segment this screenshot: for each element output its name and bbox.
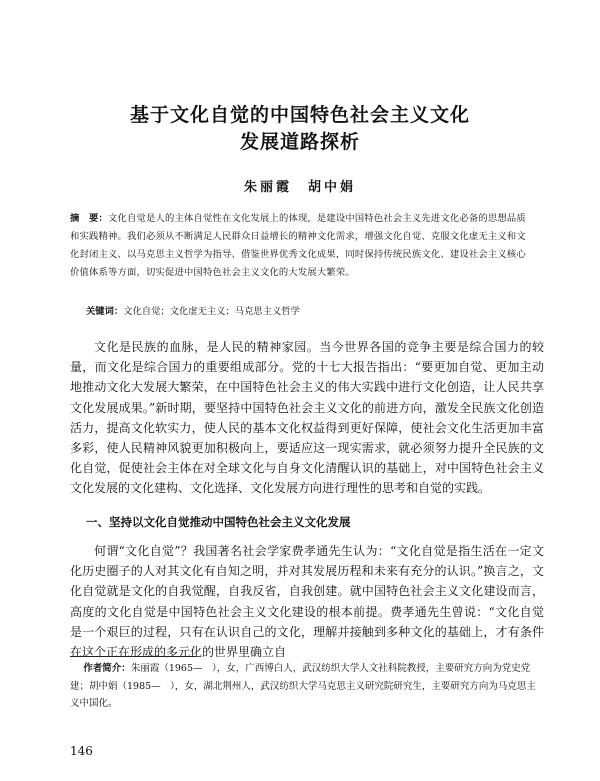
keywords-text: 文化自觉；文化虚无主义；马克思主义哲学 — [123, 306, 300, 317]
article-title-line-2: 发展道路探析 — [239, 131, 360, 153]
author-footnote — [70, 660, 540, 713]
footnote-divider — [70, 656, 196, 657]
page-number: 146 — [70, 744, 93, 758]
section-heading-1: 一、坚持以文化自觉推动中国特色社会主义文化发展 — [86, 515, 351, 529]
abstract-label: 摘 要： — [70, 213, 108, 224]
abstract-text: 文化自觉是人的主体自觉性在文化发展上的体现，是建设中国特色社会主义先进文化必备的思想品质和实践精神。我们必须从不断满足人民群众日益增长的精神文化需求，增强文化自觉、克服文化虚无主义和文化封闭主义、以马克思主义哲学为指导、借鉴世界优秀文化成果，同时保持传统民族文化、建设社会主义核心价值体系等方面，切实促进中国特色社会主义文化的大发展大繁荣。 — [70, 213, 526, 278]
footnote-text: 朱丽霞（1965— ），女，广西博白人，武汉纺织大学人文社科院教授，主要研究方向为党史党建；胡中娟（1985— ），女，湖北荆州人，武汉纺织大学马克思主义研究院研究生，主要研究方向为马克思主义中国化。 — [70, 663, 536, 709]
article-title-line-1: 基于文化自觉的中国特色社会主义文化 — [129, 104, 470, 126]
keywords-label: 关键词： — [86, 306, 124, 317]
footnote-label: 作者简介： — [83, 663, 131, 674]
body-paragraph-culture-awareness: 何谓“文化自觉”？我国著名社会学家费孝通先生认为：“文化自觉是指生活在一定文化历史圈子的人对其文化有自知之明，并对其发展历程和未来有充分的认识。”换言之，文化自觉就是文化的自我觉醒，自我反省，自我创建。就中国特色社会主义文化建设而言，高度的文化自觉是中国特色社会主义文化建设的根本前提。费孝通先生曾说：“文化自觉是一个艰巨的过程，只有在认识自己的文化，理解并接触到多种文化的基础上，才有条件在这个正在形成的多元化的世界里确立自 — [70, 544, 544, 660]
body-paragraph-intro: 文化是民族的血脉，是人民的精神家园。当今世界各国的竞争主要是综合国力的较量，而文化是综合国力的重要组成部分。党的十七大报告指出：“要更加自觉、更加主动地推动文化大发展大繁荣，在中国特色社会主义的伟大实践中进行文化创造，让人民共享文化发展成果。”新时期，要坚持中国特色社会主义文化的前进方向，激发全民族文化创造活力，提高文化软实力，使人民的基本文化权益得到更好保障，使社会文化生活更加丰富多彩，使人民精神风貌更加积极向上，要适应这一现实需求，就必须努力提升全民族的文化自觉，促使社会主体在对全球文化与自身文化清醒认识的基础上，对中国特色社会主义文化发展的文化建构、文化选择、文化发展方向进行理性的思考和自觉的实践。 — [70, 340, 544, 496]
author-names: 朱丽霞 胡中娟 — [243, 180, 356, 195]
keywords-block — [86, 304, 532, 320]
abstract-block — [70, 210, 532, 282]
